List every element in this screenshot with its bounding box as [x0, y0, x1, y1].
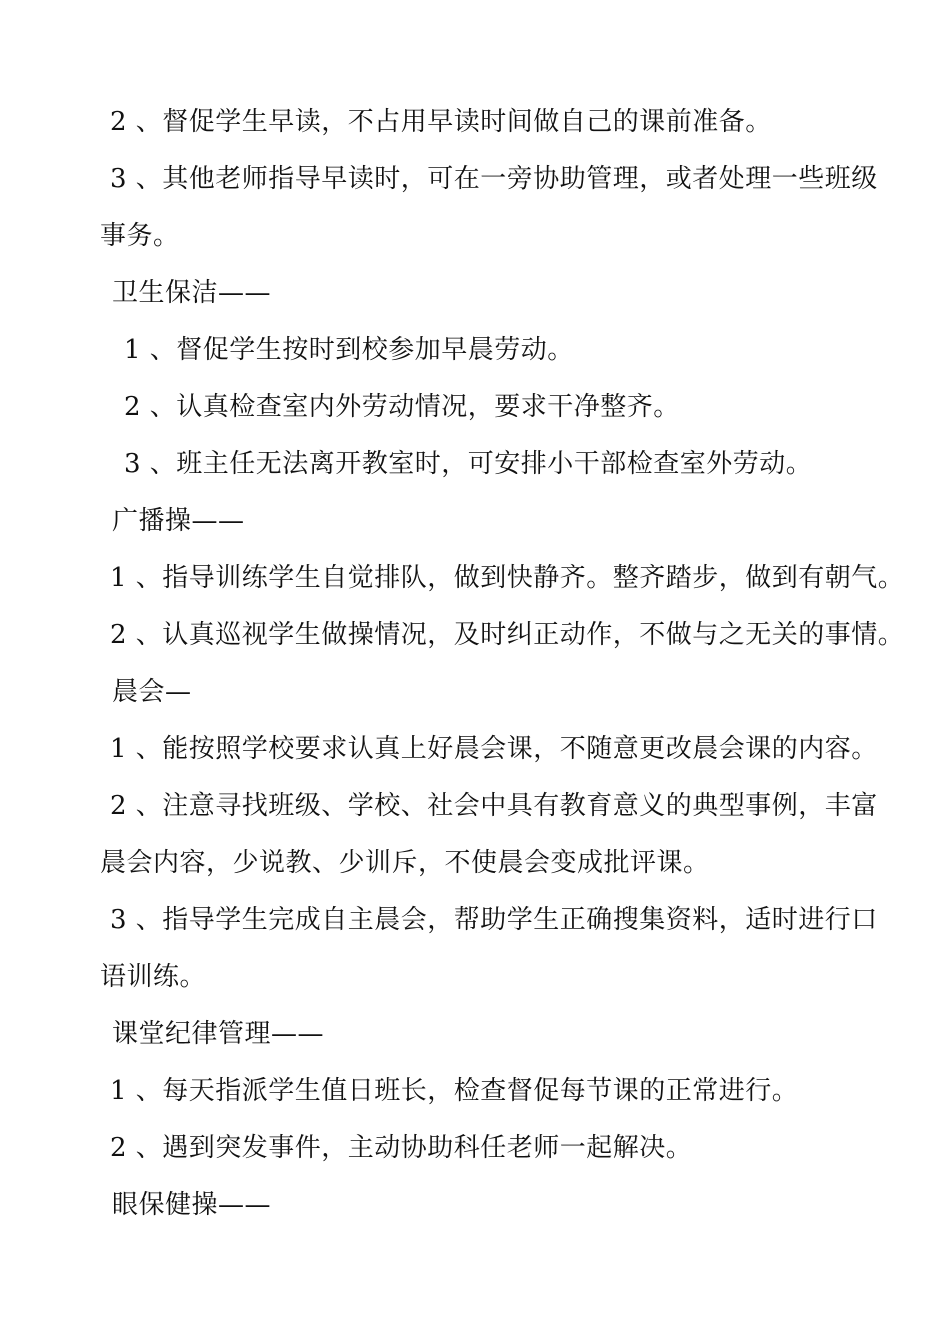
text-line: 2 、注意寻找班级、学校、社会中具有教育意义的典型事例，丰富 — [110, 791, 878, 821]
text-line: 1 、能按照学校要求认真上好晨会课，不随意更改晨会课的内容。 — [110, 734, 878, 764]
text-line: 1 、督促学生按时到校参加早晨劳动。 — [124, 335, 574, 365]
text-line: 晨会内容，少说教、少训斥，不使晨会变成批评课。 — [100, 848, 710, 878]
text-line: 3 、班主任无法离开教室时，可安排小干部检查室外劳动。 — [124, 449, 813, 479]
text-line: 2 、遇到突发事件，主动协助科任老师一起解决。 — [110, 1133, 693, 1163]
text-line: 2 、认真检查室内外劳动情况，要求干净整齐。 — [124, 392, 680, 422]
section-heading: 卫生保洁—— — [112, 278, 272, 308]
text-line: 3 、指导学生完成自主晨会，帮助学生正确搜集资料，适时进行口 — [110, 905, 878, 935]
text-line: 1 、指导训练学生自觉排队，做到快静齐。整齐踏步，做到有朝气。 — [110, 563, 905, 593]
text-line: 3 、其他老师指导早读时，可在一旁协助管理，或者处理一些班级 — [110, 164, 878, 194]
text-line: 语训练。 — [100, 962, 207, 992]
text-line: 事务。 — [100, 221, 180, 251]
section-heading: 晨会— — [112, 677, 192, 707]
section-heading: 眼保健操—— — [112, 1190, 272, 1220]
text-line: 2 、督促学生早读，不占用早读时间做自己的课前准备。 — [110, 107, 772, 137]
text-line: 1 、每天指派学生值日班长，检查督促每节课的正常进行。 — [110, 1076, 799, 1106]
text-line: 2 、认真巡视学生做操情况，及时纠正动作，不做与之无关的事情。 — [110, 620, 905, 650]
section-heading: 广播操—— — [112, 506, 245, 536]
section-heading: 课堂纪律管理—— — [112, 1019, 325, 1049]
